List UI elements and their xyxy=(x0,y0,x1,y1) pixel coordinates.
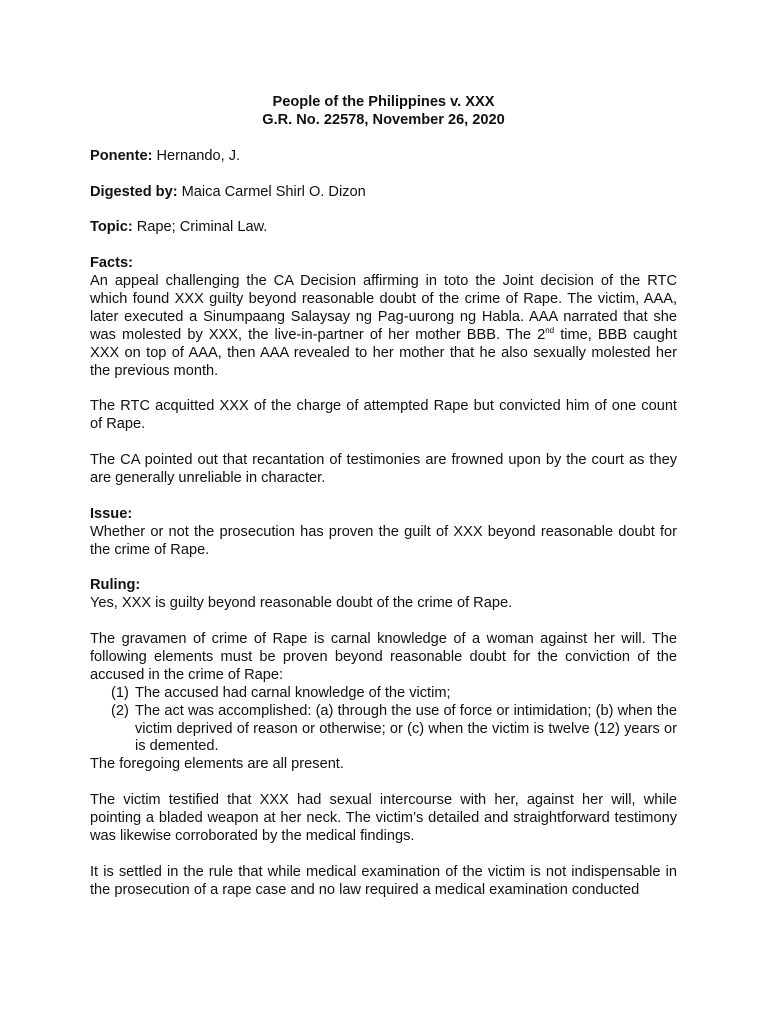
ponente-value: Hernando, J. xyxy=(152,147,241,164)
facts-p1-text-b: time, BBB caught XXX on top of AAA, then AAA revealed to her mother that he also sexually molested her the previous month. xyxy=(90,326,678,379)
facts-p1-text-a: An appeal challenging the CA Decision affirming in toto the Joint decision of the RTC which found XXX guilty beyond reasonable doubt of the crime of Rape. The victim, AAA, later executed a Sinumpaang Salaysay ng Pag-uurong ng Habla. AAA narrated that she was molested by XXX, the live-in-partner of her mother BBB. The 2 xyxy=(90,273,677,343)
facts-paragraph-1 xyxy=(90,273,677,380)
ponente-line xyxy=(90,148,677,166)
list-item-number: (2) xyxy=(111,702,129,719)
case-title: People of the Philippines v. XXX xyxy=(272,94,495,110)
ruling-paragraph-3: The foregoing elements are all present. xyxy=(90,756,344,773)
topic-value: Rape; Criminal Law. xyxy=(132,219,268,236)
list-item-text: The act was accomplished: (a) through the use of force or intimidation; (b) when the victim deprived of reason or otherwise; or (c) when the victim is twelve (12) years or is demented. xyxy=(135,702,677,755)
ruling-paragraph-1: Yes, XXX is guilty beyond reasonable doubt of the crime of Rape. xyxy=(90,595,513,612)
list-item-number: (1) xyxy=(111,684,129,701)
topic-line xyxy=(90,219,677,237)
digested-by-line xyxy=(90,184,677,202)
issue-text: Whether or not the prosecution has proven the guilt of XXX beyond reasonable doubt for the crime of Rape. xyxy=(90,523,677,558)
ruling-paragraph-5: It is settled in the rule that while medical examination of the victim is not indispensable in the prosecution of a rape case and no law required a medical examination conducted xyxy=(90,863,677,898)
list-item xyxy=(90,685,677,703)
list-item xyxy=(90,703,677,757)
facts-heading: Facts: xyxy=(90,255,133,272)
facts-paragraph-2: The RTC acquitted XXX of the charge of attempted Rape but convicted him of one count of Rape. xyxy=(90,398,677,433)
facts-paragraph-3: The CA pointed out that recantation of testimonies are frowned upon by the court as they are generally unreliable in character. xyxy=(90,452,677,486)
document-body xyxy=(90,94,677,900)
ruling-paragraph-4: The victim testified that XXX had sexual intercourse with her, against her will, while pointing a bladed weapon at her neck. The victim’s detailed and straightforward testimony was likewise corroborated by the medical findings. xyxy=(90,792,677,844)
ruling-paragraph-2: The gravamen of crime of Rape is carnal knowledge of a woman against her will. The following elements must be proven beyond reasonable doubt for the conviction of the accused in the crime of Rape: xyxy=(90,631,677,683)
issue-heading: Issue: xyxy=(90,505,133,522)
list-item-text: The accused had carnal knowledge of the victim; xyxy=(135,684,451,701)
digested-by-label: Digested by: xyxy=(90,183,178,200)
case-number: G.R. No. 22578, November 26, 2020 xyxy=(262,111,505,128)
facts-p1-superscript: nd xyxy=(545,325,555,335)
digested-by-value: Maica Carmel Shirl O. Dizon xyxy=(177,183,366,200)
topic-label: Topic: xyxy=(90,219,133,236)
elements-list xyxy=(90,685,677,757)
ponente-label: Ponente: xyxy=(90,147,153,164)
ruling-heading: Ruling: xyxy=(90,577,141,594)
